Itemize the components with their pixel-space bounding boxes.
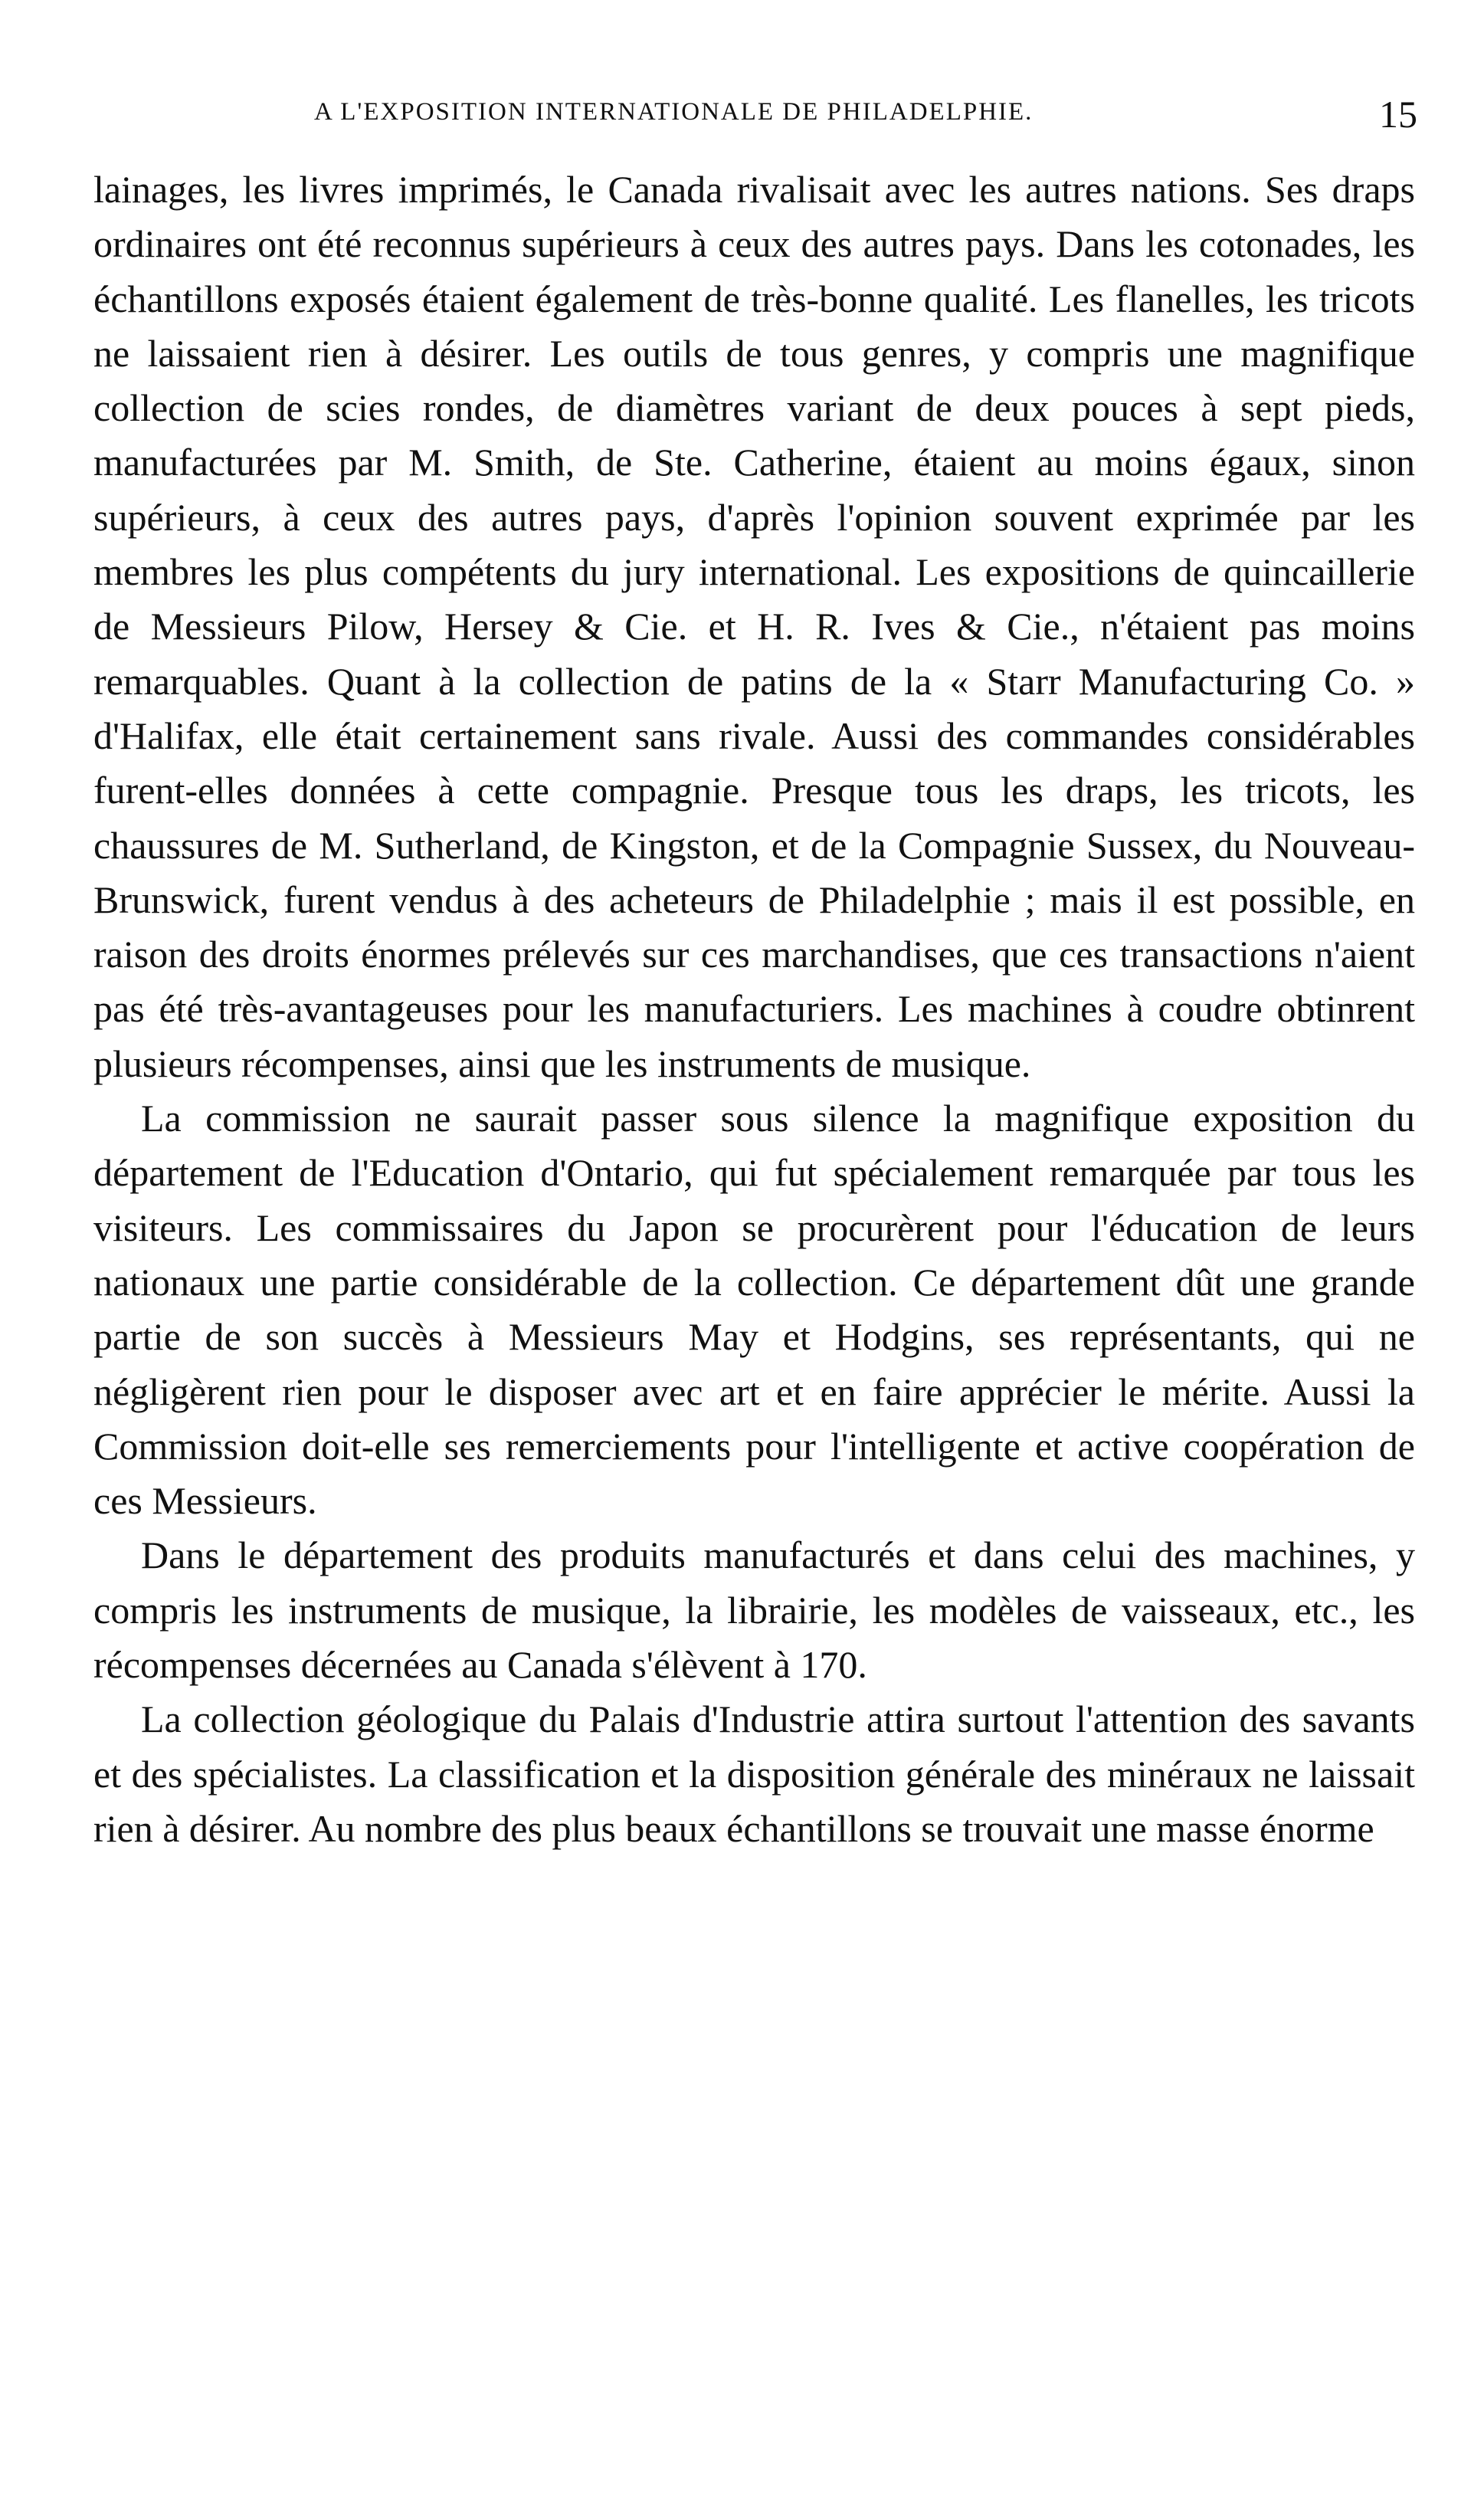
running-title: A L'EXPOSITION INTERNATIONALE DE PHILADELPHIE. [314, 98, 1034, 126]
paragraph: La commission ne saurait passer sous silence la magnifique exposition du département de l'Education d'Ontario, qui fut spécialement remarquée par tous les visiteurs. Les commissaires du Japon se procurèrent pour l'éducation de leurs nationaux une partie considérable de la collection. Ce département dût une grande partie de son succès à Messieurs May et Hodgins, ses représentants, qui ne négligèrent rien pour le disposer avec art et en faire apprécier le mérite. Aussi la Commission doit-elle ses remerciements pour l'intelligente et active coopération de ces Messieurs. [93, 1097, 1415, 1523]
running-head [92, 93, 1417, 144]
paragraph: lainages, les livres imprimés, le Canada rivalisait avec les autres nations. Ses draps ordinaires ont été reconnus supérieurs à ceux des autres pays. Dans les cotonades, les échantillons exposés étaient également de très-bonne qualité. Les flanelles, les tricots ne laissaient rien à désirer. Les outils de tous genres, y compris une magnifique collection de scies rondes, de diamètres variant de deux pouces à sept pieds, manufacturées par M. Smith, de Ste. Catherine, étaient au moins égaux, sinon supérieurs, à ceux des autres pays, d'après l'opinion souvent exprimée par les membres les plus compétents du jury international. Les expositions de quincaillerie de Messieurs Pilow, Hersey & Cie. et H. R. Ives & Cie., n'étaient pas moins remarquables. Quant à la collection de patins de la « Starr Manufacturing Co. » d'Halifax, elle était certainement sans rivale. Aussi des commandes considérables furent-elles données à cette compagnie. Presque tous les draps, les tricots, les chaussures de M. Sutherland, de Kingston, et de la Compagnie Sussex, du Nouveau-Brunswick, furent vendus à des acheteurs de Philadelphie ; mais il est possible, en raison des droits énormes prélevés sur ces marchandises, que ces transactions n'aient pas été très-avantageuses pour les manufacturiers. Les machines à coudre obtinrent plusieurs récompenses, ainsi que les instruments de musique. [93, 168, 1415, 1085]
paragraph: La collection géologique du Palais d'Industrie attira surtout l'attention des savants et des spécialistes. La classification et la disposition générale des minéraux ne laissait rien à désirer. Au nombre des plus beaux échantillons se trouvait une masse énorme [93, 1697, 1415, 1850]
paragraph: Dans le département des produits manufacturés et dans celui des machines, y compris les instruments de musique, la librairie, les modèles de vaisseaux, etc., les récompenses décernées au Canada s'élèvent à 170. [93, 1533, 1415, 1687]
text-body [93, 162, 1415, 1856]
page-number: 15 [1379, 93, 1417, 136]
